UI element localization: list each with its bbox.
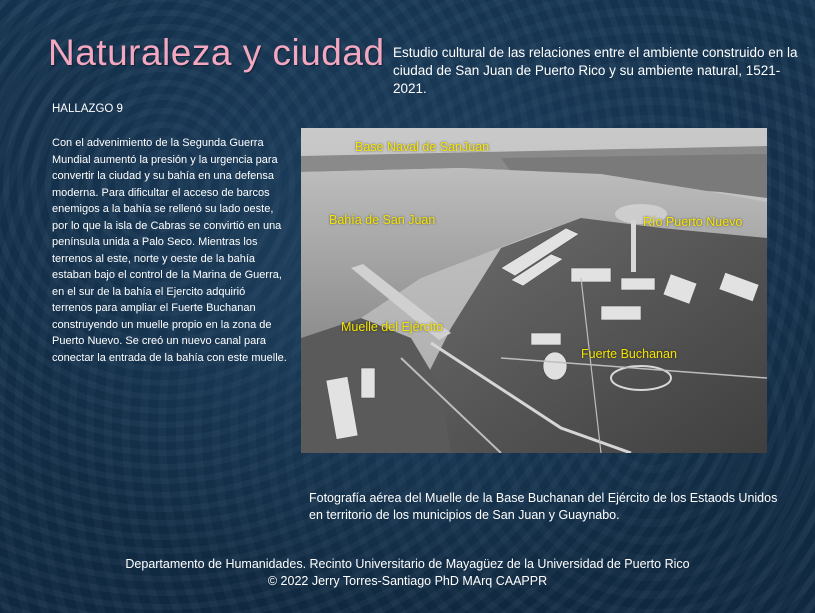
label-fuerte-buchanan: Fuerte Buchanan <box>581 347 677 361</box>
finding-body: Con el advenimiento de la Segunda Guerra Mundial aumentó la presión y la urgencia para convertir la ciudad y su bahía en una defensa moderna. Para dificultar el acceso de barcos enemigos a la bahía se rellenó su lado oeste, por lo que la isla de Cabras se convirtió en una península unida a Palo Seco. Mientras los terrenos al este, norte y oeste de la bahía estaban bajo el control de la Marina de Guerra, en el sur de la bahía el Ejercito adquirió terrenos para ampliar el Fuerte Buchanan construyendo un muelle propio en la zona de Puerto Nuevo. Se creó un nuevo canal para conectar la entrada de la bahía con este muelle. <box>52 137 287 364</box>
finding-heading: HALLAZGO 9 <box>52 103 123 115</box>
label-base-naval: Base Naval de SanJuan <box>355 140 490 154</box>
label-muelle: Muelle del Ejército <box>341 320 444 334</box>
aerial-photo-drawing <box>301 128 767 453</box>
page-subtitle: Estudio cultural de las relaciones entre el ambiente construido en la ciudad de San Juan de Puerto Rico y su ambiente natural, 1521-2021. <box>393 45 798 96</box>
page-title: Naturaleza y ciudad <box>48 32 385 73</box>
photo-caption: Fotografía aérea del Muelle de la Base Buchanan del Ejército de los Estaods Unidos en territorio de los municipios de San Juan y Guaynabo. <box>309 491 778 522</box>
footer-department: Departamento de Humanidades. Recinto Universitario de Mayagüez de la Universidad de Puerto Rico <box>125 557 690 571</box>
aerial-photo <box>301 128 767 453</box>
footer-copyright: © 2022 Jerry Torres-Santiago PhD MArq CAAPPR <box>267 574 548 588</box>
label-bahia: Bahía de San Juan <box>329 213 436 227</box>
footer <box>0 556 815 590</box>
label-rio-puerto-nuevo: Río Puerto Nuevo <box>643 215 743 229</box>
